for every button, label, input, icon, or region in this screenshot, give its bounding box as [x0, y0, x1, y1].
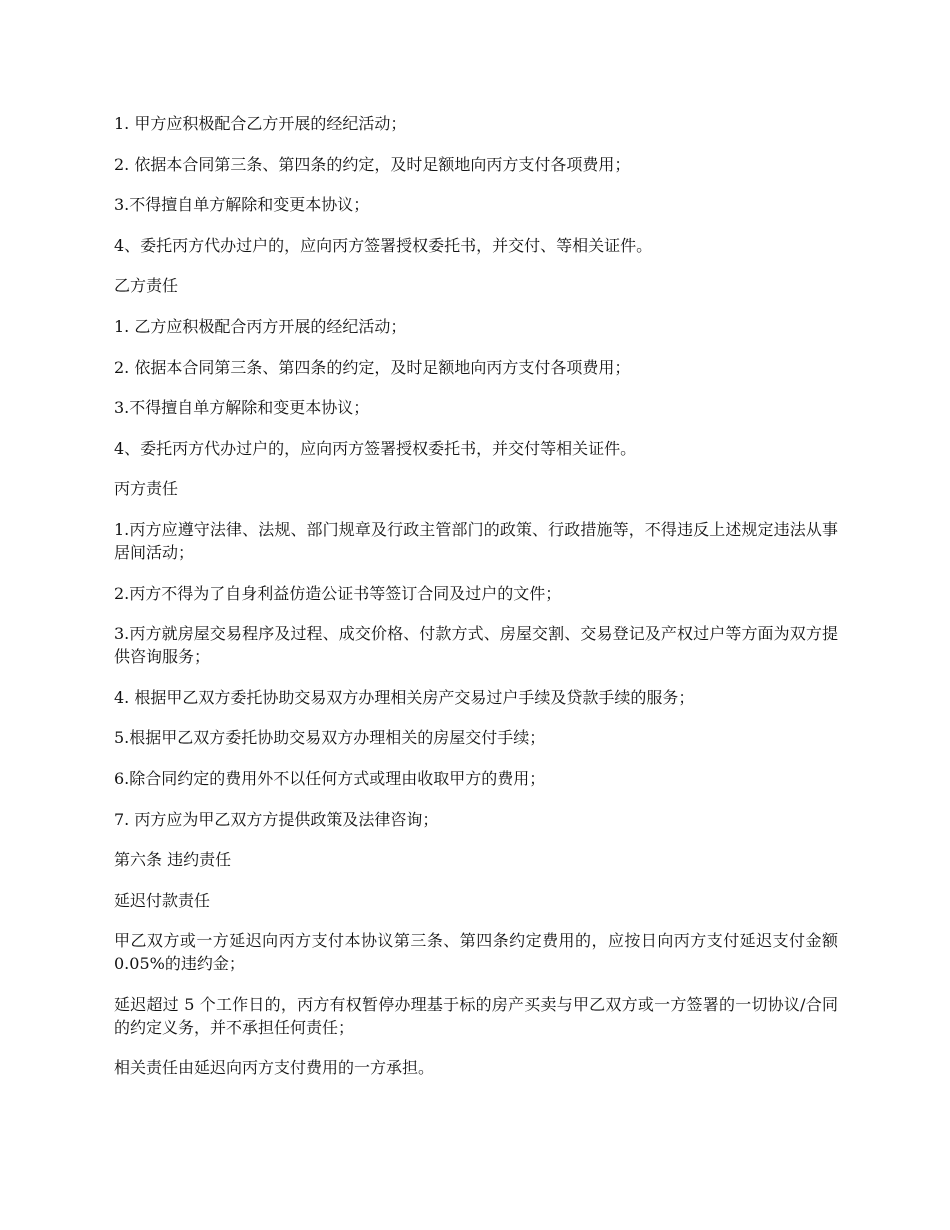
clause-late-payment-liability: 相关责任由延迟向丙方支付费用的一方承担。 — [114, 1058, 435, 1078]
clause-party-a-duty-4: 4、委托丙方代办过户的，应向丙方签署授权委托书，并交付、等相关证件。 — [114, 235, 653, 255]
heading-party-c-responsibility: 丙方责任 — [114, 479, 179, 499]
clause-party-c-duty-1: 1.丙方应遵守法律、法规、部门规章及行政主管部门的政策、行政措施等，不得违反上述规定违法从事居间活动； — [114, 519, 838, 562]
clause-party-c-duty-2: 2.丙方不得为了自身利益仿造公证书等签订合同及过户的文件； — [114, 583, 562, 603]
heading-article-six-breach: 第六条 违约责任 — [114, 850, 232, 870]
clause-party-b-duty-1: 1. 乙方应积极配合丙方开展的经纪活动； — [114, 316, 407, 336]
clause-party-c-duty-4: 4. 根据甲乙双方委托协助交易双方办理相关房产交易过户手续及贷款手续的服务； — [114, 687, 695, 707]
clause-party-a-duty-3: 3.不得擅自单方解除和变更本协议； — [114, 195, 370, 215]
clause-party-c-duty-6: 6.除合同约定的费用外不以任何方式或理由收取甲方的费用； — [114, 768, 546, 788]
clause-party-a-duty-1: 1. 甲方应积极配合乙方开展的经纪活动； — [114, 114, 407, 133]
heading-late-payment: 延迟付款责任 — [114, 890, 211, 910]
clause-late-payment-penalty: 甲乙双方或一方延迟向丙方支付本协议第三条、第四条约定费用的，应按日向丙方支付延迟支付金额 0.05%的违约金； — [114, 931, 838, 974]
clause-party-b-duty-2: 2. 依据本合同第三条、第四条的约定，及时足额地向丙方支付各项费用； — [114, 357, 631, 377]
clause-party-c-duty-3: 3.丙方就房屋交易程序及过程、成交价格、付款方式、房屋交割、交易登记及产权过户等方面为双方提供咨询服务； — [114, 624, 838, 667]
clause-party-a-duty-2: 2. 依据本合同第三条、第四条的约定，及时足额地向丙方支付各项费用； — [114, 154, 631, 174]
clause-party-b-duty-4: 4、委托丙方代办过户的，应向丙方签署授权委托书，并交付等相关证件。 — [114, 438, 637, 458]
clause-party-c-duty-5: 5.根据甲乙双方委托协助交易双方办理相关的房屋交付手续； — [114, 728, 546, 748]
document-body — [114, 112, 838, 1097]
heading-party-b-responsibility: 乙方责任 — [114, 276, 179, 296]
clause-party-b-duty-3: 3.不得擅自单方解除和变更本协议； — [114, 398, 370, 418]
clause-late-payment-suspension: 延迟超过 5 个工作日的，丙方有权暂停办理基于标的房产买卖与甲乙双方或一方签署的一切协议/合同的约定义务，并不承担任何责任； — [114, 994, 838, 1037]
clause-party-c-duty-7: 7. 丙方应为甲乙双方方提供政策及法律咨询； — [114, 809, 439, 829]
